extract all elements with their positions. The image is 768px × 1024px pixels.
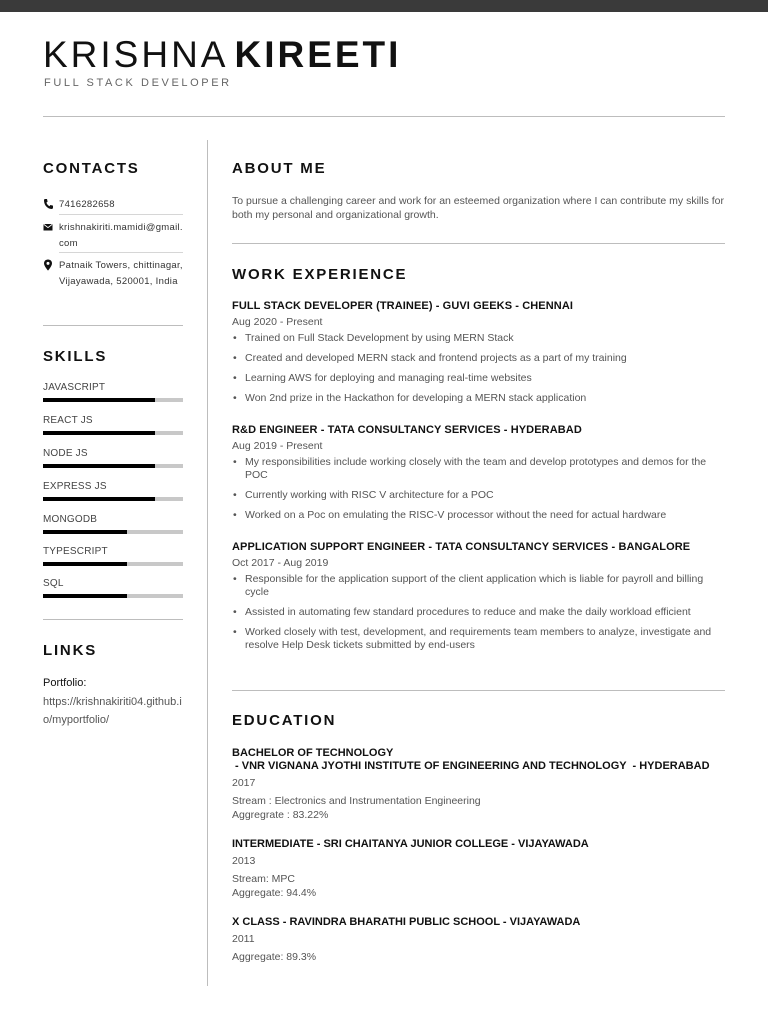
education-year: 2013 bbox=[232, 855, 256, 867]
education-title: X CLASS - RAVINDRA BHARATHI PUBLIC SCHOOL - VIJAYAWADA bbox=[232, 916, 581, 928]
job-entry bbox=[232, 424, 726, 529]
education-title: INTERMEDIATE - SRI CHAITANYA JUNIOR COLLEGE - VIJAYAWADA bbox=[232, 838, 589, 850]
skill-bar bbox=[43, 431, 183, 435]
job-bullet: • Worked on a Poc on emulating the RISC-V processor without the need for actual hardware bbox=[232, 509, 726, 522]
portfolio-label: Portfolio: bbox=[43, 677, 87, 689]
job-entry bbox=[232, 541, 726, 659]
skill-label: TYPESCRIPT bbox=[43, 546, 108, 557]
job-bullet: • Won 2nd prize in the Hackathon for developing a MERN stack application bbox=[232, 392, 726, 405]
about-heading: ABOUT ME bbox=[232, 160, 327, 177]
links-heading: LINKS bbox=[43, 642, 97, 659]
job-bullet: • Responsible for the application support of the client application which is liable for payroll and billing cycle bbox=[232, 573, 726, 599]
header-divider bbox=[43, 116, 725, 117]
education-entry bbox=[232, 838, 726, 900]
job-entry-date: Aug 2019 - Present bbox=[232, 440, 323, 452]
section-divider bbox=[232, 243, 725, 244]
skill-label: EXPRESS JS bbox=[43, 481, 107, 492]
first-name: KRISHNA bbox=[43, 34, 229, 75]
contact-email bbox=[43, 220, 183, 251]
skill-label: NODE JS bbox=[43, 448, 88, 459]
skill-item bbox=[43, 415, 183, 435]
skills-heading: SKILLS bbox=[43, 348, 108, 365]
job-entry bbox=[232, 300, 726, 412]
job-bullet: • Currently working with RISC V architecture for a POC bbox=[232, 489, 726, 502]
portfolio-link[interactable]: https://krishnakiriti04.github.io/myportfolio/ bbox=[43, 696, 182, 726]
skill-bar bbox=[43, 398, 183, 402]
job-bullets bbox=[232, 573, 726, 652]
skill-item bbox=[43, 514, 183, 534]
job-entry-date: Oct 2017 - Aug 2019 bbox=[232, 557, 329, 569]
job-bullet: • Created and developed MERN stack and frontend projects as a part of my training bbox=[232, 352, 726, 365]
job-bullet: • Assisted in automating few standard procedures to reduce and make the daily workload efficient bbox=[232, 606, 726, 619]
contact-divider bbox=[59, 252, 183, 253]
contact-phone bbox=[43, 197, 183, 213]
last-name: KIREETI bbox=[234, 34, 402, 75]
job-bullet: • Worked closely with test, development, and requirements team members to analyze, investigate and resolve Help Desk tickets submitted by end-users bbox=[232, 626, 726, 652]
contact-address bbox=[43, 258, 183, 289]
job-bullet: • Learning AWS for deploying and managing real-time websites bbox=[232, 372, 726, 385]
skill-bar-fill bbox=[43, 594, 127, 598]
education-detail: Stream : Electronics and Instrumentation Engineering bbox=[232, 795, 481, 807]
job-entry-title: R&D ENGINEER - TATA CONSULTANCY SERVICES - HYDERABAD bbox=[232, 424, 582, 436]
skill-bar bbox=[43, 497, 183, 501]
email-icon bbox=[43, 221, 53, 233]
skill-label: REACT JS bbox=[43, 415, 93, 426]
skill-item bbox=[43, 481, 183, 501]
skill-label: SQL bbox=[43, 578, 64, 589]
skill-bar-fill bbox=[43, 398, 155, 402]
skill-bar-fill bbox=[43, 431, 155, 435]
education-detail: Aggregate: 89.3% bbox=[232, 951, 317, 963]
phone-number: 7416282658 bbox=[59, 199, 115, 210]
skill-bar bbox=[43, 530, 183, 534]
sidebar-divider bbox=[43, 619, 183, 620]
address-text: Patnaik Towers, chittinagar, Vijayawada, 520001, India bbox=[59, 260, 183, 287]
education-detail: Aggregrate : 83.22% bbox=[232, 808, 329, 821]
skill-bar bbox=[43, 562, 183, 566]
education-entry bbox=[232, 916, 726, 965]
skill-label: JAVASCRIPT bbox=[43, 382, 106, 393]
education-entry bbox=[232, 747, 726, 822]
education-detail: Stream: MPC bbox=[232, 873, 296, 885]
skill-item bbox=[43, 382, 183, 402]
education-year: 2017 bbox=[232, 777, 256, 789]
location-pin-icon bbox=[43, 259, 53, 271]
about-text: To pursue a challenging career and work for an esteemed organization where I can contribute my skills for both my personal and organizational growth. bbox=[232, 195, 725, 221]
job-entry-title: FULL STACK DEVELOPER (TRAINEE) - GUVI GEEKS - CHENNAI bbox=[232, 300, 574, 312]
skill-item bbox=[43, 448, 183, 468]
skill-bar-fill bbox=[43, 497, 155, 501]
work-experience-heading: WORK EXPERIENCE bbox=[232, 266, 408, 283]
section-divider bbox=[232, 690, 725, 691]
skill-label: MONGODB bbox=[43, 514, 98, 525]
job-bullets bbox=[232, 456, 726, 522]
skill-bar bbox=[43, 594, 183, 598]
top-bar bbox=[0, 0, 768, 12]
job-title: FULL STACK DEVELOPER bbox=[44, 77, 232, 89]
job-entry-date: Aug 2020 - Present bbox=[232, 316, 323, 328]
column-divider bbox=[207, 140, 208, 986]
skill-bar-fill bbox=[43, 464, 155, 468]
contacts-heading: CONTACTS bbox=[43, 160, 140, 177]
email-address: krishnakiriti.mamidi@gmail.com bbox=[59, 222, 183, 249]
job-bullets bbox=[232, 332, 726, 405]
phone-icon bbox=[43, 198, 53, 210]
skill-bar bbox=[43, 464, 183, 468]
education-detail: Aggregate: 94.4% bbox=[232, 886, 317, 899]
sidebar-divider bbox=[43, 325, 183, 326]
education-year: 2011 bbox=[232, 933, 255, 945]
candidate-name bbox=[43, 34, 401, 76]
education-title: BACHELOR OF TECHNOLOGY - VNR VIGNANA JYOTHI INSTITUTE OF ENGINEERING AND TECHNOLOGY - HYDERABAD bbox=[232, 747, 710, 772]
job-bullet: • Trained on Full Stack Development by using MERN Stack bbox=[232, 332, 726, 345]
job-entry-title: APPLICATION SUPPORT ENGINEER - TATA CONSULTANCY SERVICES - BANGALORE bbox=[232, 541, 691, 553]
skill-item bbox=[43, 546, 183, 566]
education-heading: EDUCATION bbox=[232, 712, 337, 729]
skill-bar-fill bbox=[43, 530, 127, 534]
contact-divider bbox=[59, 214, 183, 215]
job-bullet: • My responsibilities include working closely with the team and develop prototypes and demos for the POC bbox=[232, 456, 726, 482]
skill-item bbox=[43, 578, 183, 598]
skill-bar-fill bbox=[43, 562, 127, 566]
